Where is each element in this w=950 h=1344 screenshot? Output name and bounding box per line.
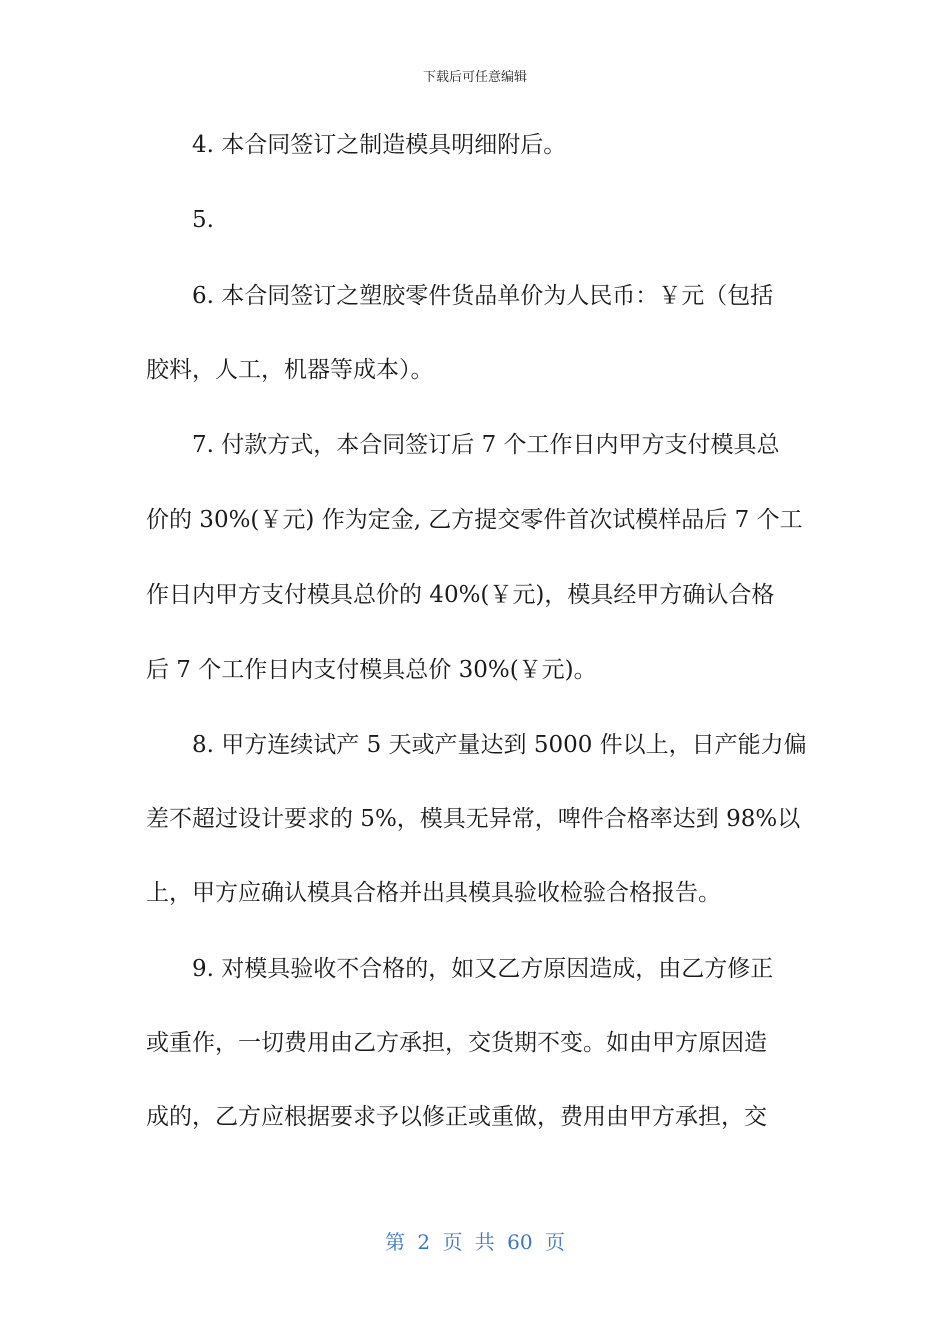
page-number-footer: 第 2 页 共 60 页	[385, 1230, 565, 1254]
paragraph-line: 差不超过设计要求的 5%，模具无异常，啤件合格率达到 98%以	[146, 806, 801, 832]
paragraph-line: 4. 本合同签订之制造模具明细附后。	[192, 132, 567, 158]
paragraph-line: 作日内甲方支付模具总价的 40%(￥元)，模具经甲方确认合格	[146, 582, 775, 608]
paragraph-line: 胶料，人工，机器等成本）。	[146, 357, 434, 383]
paragraph-line: 或重作，一切费用由乙方承担，交货期不变。如由甲方原因造	[146, 1030, 767, 1056]
paragraph-line: 6. 本合同签订之塑胶零件货品单价为人民币：￥元（包括	[192, 283, 774, 309]
paragraph-line: 9. 对模具验收不合格的，如又乙方原因造成，由乙方修正	[192, 956, 774, 982]
paragraph-line: 5.	[192, 207, 214, 233]
page-header-note: 下载后可任意编辑	[422, 70, 527, 85]
paragraph-line: 7. 付款方式，本合同签订后 7 个工作日内甲方支付模具总	[192, 432, 780, 458]
paragraph-line: 上，甲方应确认模具合格并出具模具验收检验合格报告。	[146, 880, 721, 906]
paragraph-line: 成的，乙方应根据要求予以修正或重做，费用由甲方承担，交	[146, 1104, 767, 1130]
paragraph-line: 8. 甲方连续试产 5 天或产量达到 5000 件以上，日产能力偏	[192, 732, 807, 758]
paragraph-line: 价的 30%(￥元) 作为定金, 乙方提交零件首次试模样品后 7 个工	[146, 507, 803, 533]
paragraph-line: 后 7 个工作日内支付模具总价 30%(￥元)。	[146, 657, 597, 683]
